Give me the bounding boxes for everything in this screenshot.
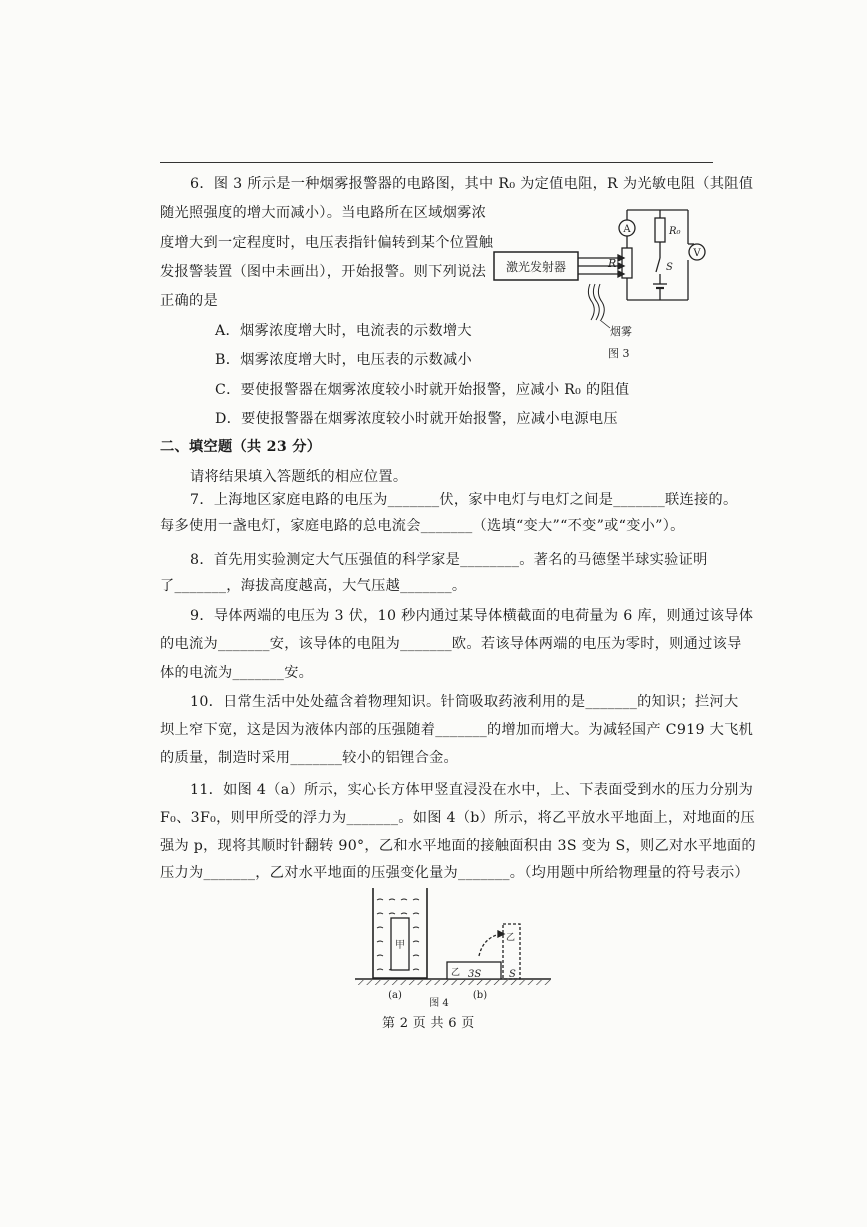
q8-line-2: 了_______，海拔高度越高，大气压越_______。 [160, 578, 467, 594]
svg-text:甲: 甲 [395, 940, 405, 951]
svg-text:乙: 乙 [451, 968, 461, 978]
label-a: (a) [388, 990, 402, 1001]
figure-4 [355, 886, 555, 1008]
q10-line-2: 坝上窄下宽，这是因为液体内部的压强随着_______的增加而增大。为减轻国产 C919 大飞机 [160, 722, 754, 738]
svg-text:S: S [509, 969, 516, 980]
figure-3-circuit [490, 200, 715, 365]
q9-line-3: 体的电流为_______安。 [160, 665, 314, 681]
label-b: (b) [472, 990, 488, 1001]
q11-line-2: F₀、3F₀，则甲所受的浮力为_______。如图 4（b）所示，将乙平放水平地面上，对地面的压 [160, 810, 755, 826]
svg-text:S: S [666, 262, 673, 273]
svg-text:V: V [693, 248, 701, 259]
q9-line-1: 9．导体两端的电压为 3 伏，10 秒内通过某导体横截面的电荷量为 6 库，则通过该导体 [190, 608, 754, 624]
q6-line-1: 6．图 3 所示是一种烟雾报警器的电路图，其中 R₀ 为定值电阻，R 为光敏电阻（其阻值 [190, 176, 754, 192]
q9-line-2: 的电流为_______安，该导体的电阻为_______欧。若该导体两端的电压为零时，则通过该导 [160, 636, 742, 652]
section-2-title: 二、填空题（共 23 分） [160, 439, 322, 455]
q6-option-a: A．烟雾浓度增大时，电流表的示数增大 [215, 323, 472, 339]
laser-label: 激光发射器 [505, 260, 567, 274]
q6-line-4: 发报警装置（图中未画出），开始报警。则下列说法 [160, 264, 487, 280]
header-rule [160, 162, 713, 163]
q10-line-3: 的质量，制造时采用_______较小的铝锂合金。 [160, 750, 459, 766]
q6-option-d: D．要使报警器在烟雾浓度较小时就开始报警，应减小电源电压 [215, 411, 618, 427]
q6-option-b: B．烟雾浓度增大时，电压表的示数减小 [215, 352, 473, 368]
resistor-R0 [655, 218, 665, 242]
svg-text:R: R [608, 257, 617, 270]
section-2-instruction: 请将结果填入答题纸的相应位置。 [190, 469, 408, 485]
page-footer: 第 2 页 共 6 页 [382, 1016, 475, 1031]
figure-4-caption: 图 4 [429, 998, 449, 1008]
svg-text:乙: 乙 [506, 933, 516, 943]
q7-line-2: 每多使用一盏电灯，家庭电路的总电流会_______（选填“变大”“不变”或“变小”）。 [160, 518, 685, 534]
q8-line-1: 8．首先用实验测定大气压强值的科学家是________。著名的马德堡半球实验证明 [190, 552, 708, 568]
smoke-label: 烟雾 [610, 325, 632, 338]
q6-line-2: 随光照强度的增大而减小）。当电路所在区域烟雾浓 [160, 205, 487, 221]
q6-option-c: C．要使报警器在烟雾浓度较小时就开始报警，应减小 R₀ 的阻值 [215, 382, 630, 398]
q11-line-3: 强为 p，现将其顺时针翻转 90°，乙和水平地面的接触面积由 3S 变为 S，则乙对水平地面的 [160, 838, 756, 854]
q11-line-1: 11．如图 4（a）所示，实心长方体甲竖直浸没在水中，上、下表面受到水的压力分别为 [190, 782, 754, 798]
q10-line-1: 10．日常生活中处处蕴含着物理知识。针筒吸取药液利用的是_______的知识；拦河大 [190, 694, 739, 710]
figure-3-caption: 图 3 [608, 347, 630, 360]
q6-line-3: 度增大到一定程度时，电压表指针偏转到某个位置触 [160, 235, 494, 251]
q11-line-4: 压力为_______，乙对水平地面的压强变化量为_______。（均用题中所给物理量的符号表示） [160, 865, 749, 881]
svg-text:R₀: R₀ [669, 226, 681, 237]
q6-line-5: 正确的是 [160, 293, 218, 309]
svg-text:A: A [623, 224, 631, 235]
q7-line-1: 7．上海地区家庭电路的电压为_______伏，家中电灯与电灯之间是_______联连接的。 [190, 492, 738, 508]
svg-text:3S: 3S [468, 969, 482, 980]
switch-S [656, 258, 660, 272]
